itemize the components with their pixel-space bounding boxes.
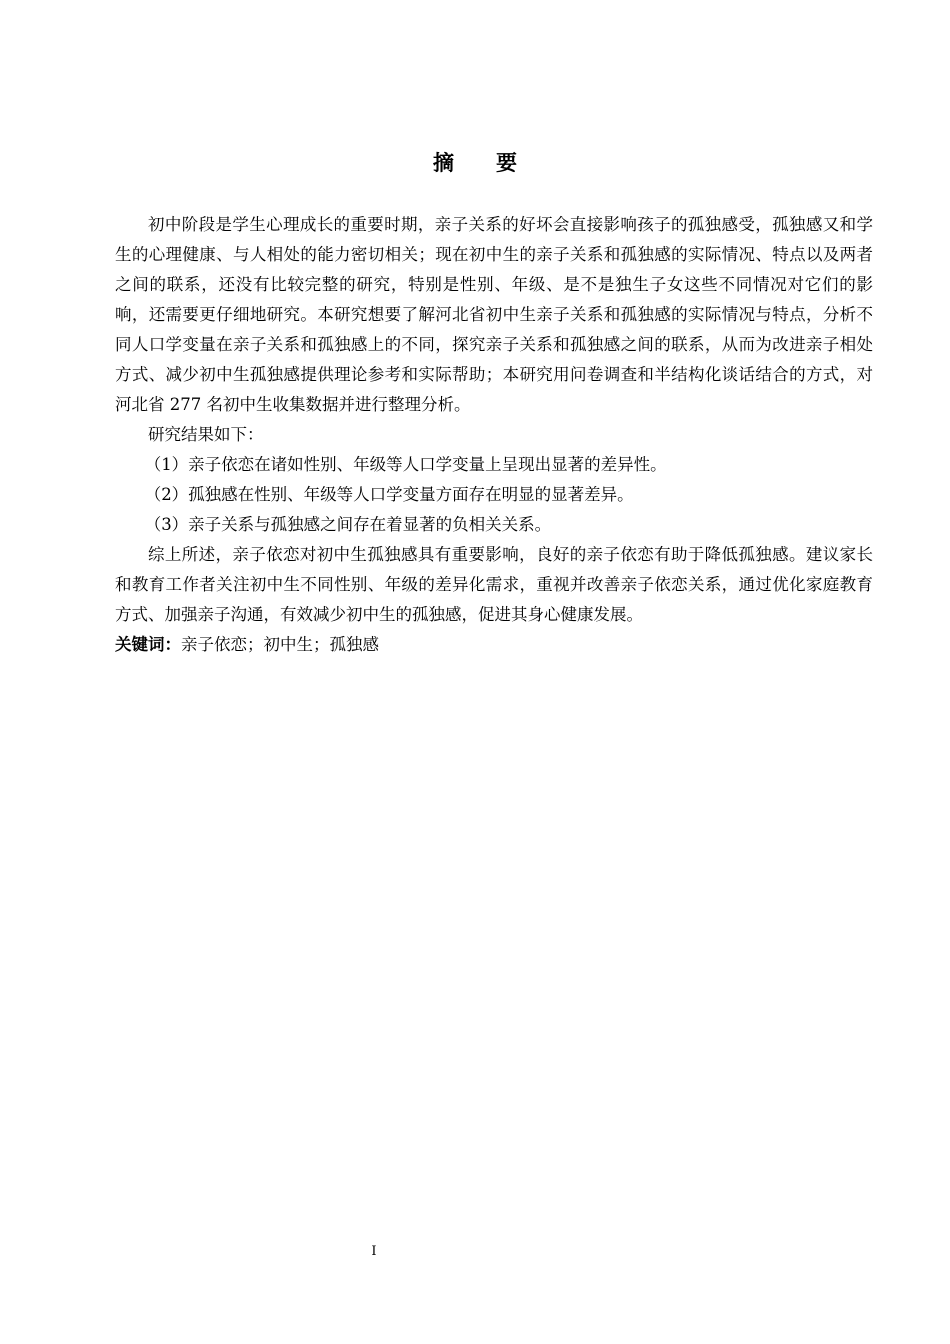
- abstract-body: [115, 210, 873, 660]
- keywords-label: 关键词：: [115, 635, 181, 654]
- abstract-title: 摘要: [433, 151, 559, 175]
- keywords-line: [115, 630, 873, 660]
- abstract-paragraph-intro: 初中阶段是学生心理成长的重要时期，亲子关系的好坏会直接影响孩子的孤独感受，孤独感又和学生的心理健康、与人相处的能力密切相关；现在初中生的亲子关系和孤独感的实际情况、特点以及两者之间的联系，还没有比较完整的研究，特别是性别、年级、是不是独生子女这些不同情况对它们的影响，还需要更仔细地研究。本研究想要了解河北省初中生亲子关系和孤独感的实际情况与特点，分析不同人口学变量在亲子关系和孤独感上的不同，探究亲子关系和孤独感之间的联系，从而为改进亲子相处方式、减少初中生孤独感提供理论参考和实际帮助；本研究用问卷调查和半结构化谈话结合的方式，对河北省 277 名初中生收集数据并进行整理分析。: [115, 215, 873, 414]
- results-intro: 研究结果如下：: [148, 425, 264, 444]
- result-item-2: （2）孤独感在性别、年级等人口学变量方面存在明显的显著差异。: [144, 485, 634, 504]
- abstract-paragraph-conclusion: 综上所述，亲子依恋对初中生孤独感具有重要影响，良好的亲子依恋有助于降低孤独感。建议家长和教育工作者关注初中生不同性别、年级的差异化需求，重视并改善亲子依恋关系，通过优化家庭教育方式、加强亲子沟通，有效减少初中生的孤独感，促进其身心健康发展。: [115, 545, 873, 624]
- result-item-1: （1）亲子依恋在诸如性别、年级等人口学变量上呈现出显著的差异性。: [144, 455, 667, 474]
- keywords-text: 亲子依恋；初中生；孤独感: [181, 635, 379, 654]
- page-number: I: [371, 1244, 377, 1259]
- result-item-3: （3）亲子关系与孤独感之间存在着显著的负相关关系。: [144, 515, 552, 534]
